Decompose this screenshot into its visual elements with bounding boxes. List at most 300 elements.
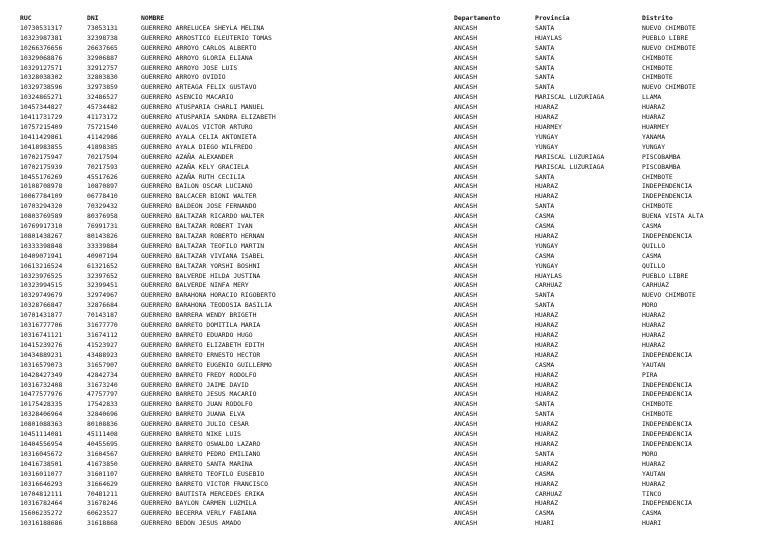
cell-departamento: ANCASH bbox=[454, 271, 478, 280]
cell-nombre: GUERRERO BARAHONA HORACIO RIGOBERTO bbox=[141, 291, 276, 300]
cell-dni: 32399451 bbox=[87, 281, 118, 290]
cell-dni: 31664629 bbox=[87, 479, 118, 488]
cell-ruc: 10108708978 bbox=[20, 182, 63, 191]
cell-provincia: YUNGAY bbox=[535, 241, 559, 250]
header-nombre: NOMBRE bbox=[141, 14, 165, 22]
cell-nombre: GUERRERO ATUSPARIA SANDRA ELIZABETH bbox=[141, 113, 276, 122]
cell-provincia: YUNGAY bbox=[535, 261, 559, 270]
cell-ruc: 10703294320 bbox=[20, 202, 63, 211]
cell-provincia: HUARAZ bbox=[535, 380, 559, 389]
cell-ruc: 10328766847 bbox=[20, 301, 63, 310]
cell-provincia: SANTA bbox=[535, 449, 555, 458]
table-row bbox=[20, 212, 752, 222]
cell-ruc: 10328038302 bbox=[20, 73, 63, 82]
cell-departamento: ANCASH bbox=[454, 222, 478, 231]
cell-distrito: CHIMBOTE bbox=[642, 73, 673, 82]
cell-nombre: GUERRERO BARRETO EUGENIO GUILLERMO bbox=[141, 360, 272, 369]
cell-distrito: TINCO bbox=[642, 489, 662, 498]
cell-departamento: ANCASH bbox=[454, 469, 478, 478]
cell-ruc: 10316011077 bbox=[20, 469, 63, 478]
cell-provincia: SANTA bbox=[535, 73, 555, 82]
cell-dni: 45111408 bbox=[87, 430, 118, 439]
cell-distrito: BUENA VISTA ALTA bbox=[642, 212, 704, 221]
header-row bbox=[20, 14, 752, 24]
cell-nombre: GUERRERO BARRETO EDUARDO HUGO bbox=[141, 331, 253, 339]
cell-ruc: 10704812111 bbox=[20, 489, 63, 498]
cell-dni: 31657907 bbox=[87, 360, 118, 369]
cell-distrito: CASMA bbox=[642, 251, 662, 260]
cell-ruc: 10329127571 bbox=[20, 63, 63, 72]
cell-ruc: 10323994515 bbox=[20, 281, 63, 290]
table-row bbox=[20, 480, 752, 490]
cell-nombre: GUERRERO BALTAZAR RICARDO WALTER bbox=[141, 212, 265, 221]
cell-nombre: GUERRERO BARRETO NIKE LUIS bbox=[141, 430, 242, 439]
cell-ruc: 10329738596 bbox=[20, 83, 63, 92]
table-row bbox=[20, 83, 752, 93]
cell-dni: 41142986 bbox=[87, 132, 118, 141]
cell-departamento: ANCASH bbox=[454, 311, 478, 320]
cell-ruc: 10266376656 bbox=[20, 43, 63, 52]
table-row bbox=[20, 24, 752, 34]
table-row bbox=[20, 123, 752, 133]
cell-departamento: ANCASH bbox=[454, 509, 478, 518]
cell-distrito: CHIMBOTE bbox=[642, 202, 673, 211]
cell-ruc: 10329749679 bbox=[20, 291, 63, 300]
cell-provincia: HUARAZ bbox=[535, 430, 559, 439]
cell-provincia: CASMA bbox=[535, 251, 555, 260]
cell-provincia: HUARAZ bbox=[535, 182, 559, 191]
cell-departamento: ANCASH bbox=[454, 499, 478, 508]
table-row bbox=[20, 192, 752, 202]
cell-distrito: HUARAZ bbox=[642, 340, 666, 349]
cell-distrito: NUEVO CHIMBOTE bbox=[642, 43, 696, 52]
cell-dni: 32973859 bbox=[87, 83, 118, 92]
cell-nombre: GUERRERO BARRETO JUAN RODOLFO bbox=[141, 400, 253, 409]
table-row bbox=[20, 113, 752, 123]
cell-departamento: ANCASH bbox=[454, 53, 478, 62]
cell-nombre: GUERRERO AZAÑA RUTH CECILIA bbox=[141, 172, 245, 181]
cell-provincia: SANTA bbox=[535, 43, 555, 52]
cell-distrito: HUARAZ bbox=[642, 103, 666, 112]
table-row bbox=[20, 64, 752, 74]
header-ruc: RUC bbox=[20, 14, 32, 22]
table-row bbox=[20, 311, 752, 321]
cell-ruc: 10411429861 bbox=[20, 132, 63, 141]
cell-ruc: 10316646293 bbox=[20, 479, 63, 488]
cell-departamento: ANCASH bbox=[454, 380, 478, 389]
cell-ruc: 10329068876 bbox=[20, 53, 63, 62]
cell-dni: 41673850 bbox=[87, 459, 118, 468]
cell-departamento: ANCASH bbox=[454, 390, 478, 399]
table-row bbox=[20, 499, 752, 509]
cell-dni: 40455695 bbox=[87, 439, 118, 448]
table-row bbox=[20, 460, 752, 470]
cell-nombre: GUERRERO AYALA CELIA ANTONIETA bbox=[141, 132, 257, 141]
table-row bbox=[20, 361, 752, 371]
cell-dni: 70217594 bbox=[87, 152, 118, 161]
cell-nombre: GUERRERO BALTAZAR VIVIANA ISABEL bbox=[141, 251, 265, 260]
cell-nombre: GUERRERO BALDEON JOSE FERNANDO bbox=[141, 202, 257, 211]
cell-ruc: 10316188686 bbox=[20, 519, 63, 528]
table-row bbox=[20, 73, 752, 83]
cell-distrito: CASMA bbox=[642, 222, 662, 231]
cell-dni: 31674112 bbox=[87, 331, 118, 339]
cell-distrito: HUARAZ bbox=[642, 479, 666, 488]
cell-distrito: HUARMEY bbox=[642, 122, 669, 131]
cell-ruc: 10702175947 bbox=[20, 152, 63, 161]
cell-nombre: GUERRERO AVALOS VICTOR ARTURO bbox=[141, 122, 253, 131]
cell-provincia: MARISCAL LUZURIAGA bbox=[535, 93, 605, 102]
cell-distrito: INDEPENDENCIA bbox=[642, 231, 693, 240]
taxpayer-table bbox=[20, 14, 752, 529]
cell-nombre: GUERRERO BECERRA VERLY FABIANA bbox=[141, 509, 257, 518]
cell-dni: 42842734 bbox=[87, 370, 118, 379]
cell-nombre: GUERRERO BARRETO SANTA MARINA bbox=[141, 459, 253, 468]
table-row bbox=[20, 470, 752, 480]
cell-nombre: GUERRERO BALTAZAR YORSHI BOSHNI bbox=[141, 261, 261, 270]
cell-dni: 76991731 bbox=[87, 222, 118, 231]
cell-distrito: CHIMBOTE bbox=[642, 172, 673, 181]
cell-distrito: PISCOBAMBA bbox=[642, 152, 681, 161]
cell-dni: 33339884 bbox=[87, 241, 118, 250]
cell-dni: 40907194 bbox=[87, 251, 118, 260]
cell-dni: 70329432 bbox=[87, 202, 118, 211]
cell-departamento: ANCASH bbox=[454, 331, 478, 339]
table-body bbox=[20, 24, 752, 529]
cell-ruc: 10409071941 bbox=[20, 251, 63, 260]
cell-ruc: 10411731729 bbox=[20, 113, 63, 122]
cell-ruc: 10316045672 bbox=[20, 449, 63, 458]
cell-nombre: GUERRERO ARROYO OVIDIO bbox=[141, 73, 226, 82]
cell-departamento: ANCASH bbox=[454, 291, 478, 300]
cell-departamento: ANCASH bbox=[454, 430, 478, 439]
cell-dni: 31604567 bbox=[87, 449, 118, 458]
cell-provincia: SANTA bbox=[535, 83, 555, 92]
table-row bbox=[20, 490, 752, 500]
cell-dni: 60623527 bbox=[87, 509, 118, 518]
table-row bbox=[20, 262, 752, 272]
table-row bbox=[20, 44, 752, 54]
cell-provincia: HUARAZ bbox=[535, 350, 559, 359]
cell-distrito: NUEVO CHIMBOTE bbox=[642, 23, 696, 32]
cell-provincia: HUARAZ bbox=[535, 459, 559, 468]
cell-distrito: INDEPENDENCIA bbox=[642, 439, 693, 448]
cell-departamento: ANCASH bbox=[454, 519, 478, 528]
cell-departamento: ANCASH bbox=[454, 449, 478, 458]
cell-distrito: QUILLO bbox=[642, 241, 666, 250]
table-row bbox=[20, 509, 752, 519]
cell-departamento: ANCASH bbox=[454, 192, 478, 201]
cell-distrito: QUILLO bbox=[642, 261, 666, 270]
cell-dni: 32398738 bbox=[87, 33, 118, 42]
cell-distrito: YAUTAN bbox=[642, 360, 666, 369]
cell-provincia: CASMA bbox=[535, 222, 555, 231]
cell-dni: 80376958 bbox=[87, 212, 118, 221]
cell-ruc: 10333398848 bbox=[20, 241, 63, 250]
cell-distrito: INDEPENDENCIA bbox=[642, 430, 693, 439]
cell-provincia: SANTA bbox=[535, 53, 555, 62]
cell-nombre: GUERRERO BAYLON CARMEN LUZMILA bbox=[141, 499, 257, 508]
cell-nombre: GUERRERO ARTEAGA FELIX GUSTAVO bbox=[141, 83, 257, 92]
cell-provincia: CASMA bbox=[535, 469, 555, 478]
cell-distrito: CARHUAZ bbox=[642, 281, 669, 290]
cell-distrito: PIRA bbox=[642, 370, 658, 379]
cell-dni: 73053131 bbox=[87, 23, 118, 32]
cell-distrito: INDEPENDENCIA bbox=[642, 420, 693, 429]
cell-ruc: 10701431877 bbox=[20, 311, 63, 320]
table-row bbox=[20, 291, 752, 301]
cell-departamento: ANCASH bbox=[454, 231, 478, 240]
cell-ruc: 10324865271 bbox=[20, 93, 63, 102]
cell-distrito: NUEVO CHIMBOTE bbox=[642, 83, 696, 92]
table-row bbox=[20, 281, 752, 291]
cell-distrito: HUARAZ bbox=[642, 321, 666, 330]
cell-provincia: HUARAZ bbox=[535, 331, 559, 339]
cell-departamento: ANCASH bbox=[454, 63, 478, 72]
cell-provincia: MARISCAL LUZURIAGA bbox=[535, 152, 605, 161]
table-row bbox=[20, 232, 752, 242]
cell-distrito: INDEPENDENCIA bbox=[642, 499, 693, 508]
cell-nombre: GUERRERO ASENCIO MACARIO bbox=[141, 93, 234, 102]
cell-dni: 75721540 bbox=[87, 122, 118, 131]
cell-ruc: 10613216524 bbox=[20, 261, 63, 270]
cell-ruc: 10730531317 bbox=[20, 23, 63, 32]
cell-distrito: INDEPENDENCIA bbox=[642, 182, 693, 191]
cell-dni: 70217593 bbox=[87, 162, 118, 171]
cell-provincia: YUNGAY bbox=[535, 132, 559, 141]
cell-provincia: HUARAZ bbox=[535, 499, 559, 508]
cell-nombre: GUERRERO BARRETO VICTOR FRANCISCO bbox=[141, 479, 268, 488]
cell-departamento: ANCASH bbox=[454, 113, 478, 122]
cell-distrito: HUARAZ bbox=[642, 331, 666, 339]
cell-ruc: 10328406964 bbox=[20, 410, 63, 419]
cell-distrito: LLAMA bbox=[642, 93, 662, 102]
table-row bbox=[20, 390, 752, 400]
cell-ruc: 15606235272 bbox=[20, 509, 63, 518]
table-row bbox=[20, 93, 752, 103]
table-row bbox=[20, 351, 752, 361]
cell-distrito: INDEPENDENCIA bbox=[642, 350, 693, 359]
cell-departamento: ANCASH bbox=[454, 152, 478, 161]
cell-provincia: CASMA bbox=[535, 360, 555, 369]
cell-provincia: HUARAZ bbox=[535, 103, 559, 112]
cell-departamento: ANCASH bbox=[454, 33, 478, 42]
cell-nombre: GUERRERO BALCACER BIONI WALTER bbox=[141, 192, 257, 201]
cell-ruc: 10323976525 bbox=[20, 271, 63, 280]
cell-nombre: GUERRERO BALTAZAR TEOFILO MARTIN bbox=[141, 241, 265, 250]
cell-dni: 45517626 bbox=[87, 172, 118, 181]
cell-provincia: HUARAZ bbox=[535, 231, 559, 240]
table-row bbox=[20, 173, 752, 183]
cell-dni: 41898385 bbox=[87, 142, 118, 151]
header-provincia: Provincia bbox=[535, 14, 570, 22]
cell-dni: 31618868 bbox=[87, 519, 118, 528]
table-row bbox=[20, 202, 752, 212]
cell-provincia: CASMA bbox=[535, 509, 555, 518]
table-row bbox=[20, 242, 752, 252]
cell-departamento: ANCASH bbox=[454, 182, 478, 191]
table-row bbox=[20, 133, 752, 143]
cell-departamento: ANCASH bbox=[454, 459, 478, 468]
cell-provincia: HUARAZ bbox=[535, 192, 559, 201]
cell-departamento: ANCASH bbox=[454, 410, 478, 419]
cell-nombre: GUERRERO BARAHONA TEODOSIA BASILIA bbox=[141, 301, 272, 310]
cell-departamento: ANCASH bbox=[454, 122, 478, 131]
cell-ruc: 10801438267 bbox=[20, 231, 63, 240]
table-row bbox=[20, 430, 752, 440]
cell-provincia: HUARAZ bbox=[535, 321, 559, 330]
cell-provincia: HUAYLAS bbox=[535, 33, 562, 42]
cell-provincia: HUARAZ bbox=[535, 439, 559, 448]
cell-departamento: ANCASH bbox=[454, 321, 478, 330]
cell-ruc: 10316732408 bbox=[20, 380, 63, 389]
cell-distrito: CHIMBOTE bbox=[642, 63, 673, 72]
cell-ruc: 10418983855 bbox=[20, 142, 63, 151]
cell-departamento: ANCASH bbox=[454, 93, 478, 102]
cell-dni: 32912757 bbox=[87, 63, 118, 72]
cell-nombre: GUERRERO BARRETO FREDY RODOLFO bbox=[141, 370, 257, 379]
cell-provincia: HUARAZ bbox=[535, 479, 559, 488]
cell-departamento: ANCASH bbox=[454, 202, 478, 211]
cell-distrito: HUARAZ bbox=[642, 113, 666, 122]
cell-dni: 10870897 bbox=[87, 182, 118, 191]
cell-distrito: CHIMBOTE bbox=[642, 400, 673, 409]
cell-departamento: ANCASH bbox=[454, 350, 478, 359]
cell-departamento: ANCASH bbox=[454, 340, 478, 349]
cell-dni: 43488923 bbox=[87, 350, 118, 359]
cell-ruc: 10404556954 bbox=[20, 439, 63, 448]
cell-ruc: 10175428335 bbox=[20, 400, 63, 409]
cell-distrito: PUEBLO LIBRE bbox=[642, 33, 689, 42]
table-row bbox=[20, 400, 752, 410]
cell-distrito: PISCOBAMBA bbox=[642, 162, 681, 171]
cell-distrito: NUEVO CHIMBOTE bbox=[642, 291, 696, 300]
cell-provincia: MARISCAL LUZURIAGA bbox=[535, 162, 605, 171]
table-row bbox=[20, 153, 752, 163]
cell-dni: 31601107 bbox=[87, 469, 118, 478]
cell-nombre: GUERRERO BARRETO ERNESTO HECTOR bbox=[141, 350, 261, 359]
cell-provincia: SANTA bbox=[535, 301, 555, 310]
cell-departamento: ANCASH bbox=[454, 281, 478, 290]
cell-distrito: INDEPENDENCIA bbox=[642, 390, 693, 399]
cell-nombre: GUERRERO ARROYO CARLOS ALBERTO bbox=[141, 43, 257, 52]
table-row bbox=[20, 103, 752, 113]
cell-nombre: GUERRERO BARRETO JESUS MACARIO bbox=[141, 390, 257, 399]
cell-distrito: YANAMA bbox=[642, 132, 666, 141]
cell-distrito: HUARAZ bbox=[642, 459, 666, 468]
cell-distrito: CHIMBOTE bbox=[642, 410, 673, 419]
cell-provincia: SANTA bbox=[535, 410, 555, 419]
cell-dni: 70481211 bbox=[87, 489, 118, 498]
table-row bbox=[20, 341, 752, 351]
cell-provincia: SANTA bbox=[535, 400, 555, 409]
cell-provincia: HUARAZ bbox=[535, 113, 559, 122]
cell-ruc: 10757215409 bbox=[20, 122, 63, 131]
header-dni: DNI bbox=[87, 14, 99, 22]
table-row bbox=[20, 450, 752, 460]
cell-nombre: GUERRERO BARRETO TEOFILO EUSEBIO bbox=[141, 469, 265, 478]
cell-dni: 61321652 bbox=[87, 261, 118, 270]
cell-ruc: 10428427349 bbox=[20, 370, 63, 379]
cell-nombre: GUERRERO BALVERDE NINFA MERY bbox=[141, 281, 249, 290]
cell-dni: 80108836 bbox=[87, 420, 118, 429]
table-row bbox=[20, 163, 752, 173]
cell-nombre: GUERRERO BARRETO OSWALDO LAZARO bbox=[141, 439, 261, 448]
table-row bbox=[20, 381, 752, 391]
cell-departamento: ANCASH bbox=[454, 251, 478, 260]
table-row bbox=[20, 222, 752, 232]
table-row bbox=[20, 252, 752, 262]
cell-provincia: YUNGAY bbox=[535, 142, 559, 151]
table-row bbox=[20, 420, 752, 430]
cell-ruc: 10416738501 bbox=[20, 459, 63, 468]
cell-nombre: GUERRERO AZAÑA ALEXANDER bbox=[141, 152, 234, 161]
cell-ruc: 10803769589 bbox=[20, 212, 63, 221]
cell-distrito: INDEPENDENCIA bbox=[642, 380, 693, 389]
cell-nombre: GUERRERO AYALA DIEGO WILFREDO bbox=[141, 142, 253, 151]
cell-ruc: 10323987381 bbox=[20, 33, 63, 42]
table-row bbox=[20, 301, 752, 311]
cell-departamento: ANCASH bbox=[454, 162, 478, 171]
cell-ruc: 10801088363 bbox=[20, 420, 63, 429]
cell-departamento: ANCASH bbox=[454, 261, 478, 270]
cell-ruc: 10316579073 bbox=[20, 360, 63, 369]
cell-departamento: ANCASH bbox=[454, 73, 478, 82]
cell-departamento: ANCASH bbox=[454, 103, 478, 112]
cell-dni: 06778410 bbox=[87, 192, 118, 201]
cell-departamento: ANCASH bbox=[454, 479, 478, 488]
cell-dni: 41523927 bbox=[87, 340, 118, 349]
cell-dni: 31673240 bbox=[87, 380, 118, 389]
table-row bbox=[20, 321, 752, 331]
cell-departamento: ANCASH bbox=[454, 43, 478, 52]
cell-distrito: HUARI bbox=[642, 519, 662, 528]
cell-departamento: ANCASH bbox=[454, 420, 478, 429]
cell-provincia: HUARAZ bbox=[535, 390, 559, 399]
table-row bbox=[20, 519, 752, 529]
table-row bbox=[20, 410, 752, 420]
cell-provincia: CARHUAZ bbox=[535, 281, 562, 290]
cell-provincia: HUAYLAS bbox=[535, 271, 562, 280]
cell-nombre: GUERRERO BARRETO JULIO CESAR bbox=[141, 420, 249, 429]
cell-departamento: ANCASH bbox=[454, 400, 478, 409]
cell-dni: 26637665 bbox=[87, 43, 118, 52]
cell-ruc: 10316741121 bbox=[20, 331, 63, 339]
cell-ruc: 10316777706 bbox=[20, 321, 63, 330]
cell-dni: 41173172 bbox=[87, 113, 118, 122]
table-row bbox=[20, 440, 752, 450]
cell-ruc: 10769917310 bbox=[20, 222, 63, 231]
cell-nombre: GUERRERO ARROSTICO ELEUTERIO TOMAS bbox=[141, 33, 272, 42]
cell-nombre: GUERRERO AZAÑA KELY GRACIELA bbox=[141, 162, 249, 171]
cell-nombre: GUERRERO BAILON OSCAR LUCIANO bbox=[141, 182, 253, 191]
cell-provincia: CASMA bbox=[535, 212, 555, 221]
cell-provincia: SANTA bbox=[535, 63, 555, 72]
cell-dni: 32876684 bbox=[87, 301, 118, 310]
cell-provincia: HUARAZ bbox=[535, 370, 559, 379]
cell-provincia: SANTA bbox=[535, 23, 555, 32]
cell-nombre: GUERRERO BARRETO ELIZABETH EDITH bbox=[141, 340, 265, 349]
cell-provincia: HUARMEY bbox=[535, 122, 562, 131]
table-row bbox=[20, 182, 752, 192]
cell-provincia: HUARI bbox=[535, 519, 555, 528]
cell-nombre: GUERRERO BEDON JESUS AMADO bbox=[141, 519, 242, 528]
cell-ruc: 10477577976 bbox=[20, 390, 63, 399]
cell-dni: 31678246 bbox=[87, 499, 118, 508]
cell-provincia: SANTA bbox=[535, 202, 555, 211]
cell-distrito: MORO bbox=[642, 301, 658, 310]
cell-provincia: HUARAZ bbox=[535, 340, 559, 349]
